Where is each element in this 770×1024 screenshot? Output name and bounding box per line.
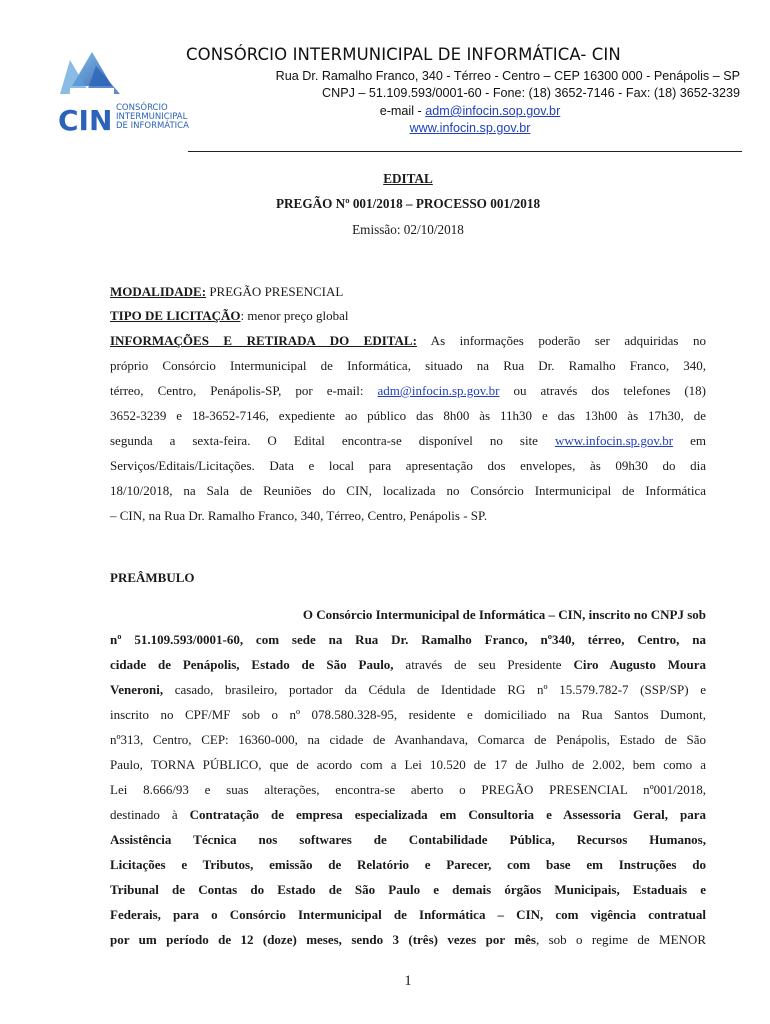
- preambulo-text: destinado à: [110, 807, 190, 822]
- info-line-1: [110, 333, 706, 349]
- info-email-link[interactable]: adm@infocin.sp.gov.br: [377, 383, 500, 398]
- logo-text-1: CONSÓRCIO: [116, 103, 168, 113]
- edital-heading: EDITAL: [383, 171, 433, 186]
- cin-logo: [56, 48, 189, 137]
- header-website-link[interactable]: www.infocin.sp.gov.br: [409, 121, 531, 135]
- modalidade-label: MODALIDADE:: [110, 284, 207, 299]
- info-text: ou através dos telefones (18): [499, 383, 706, 398]
- modalidade-line: [110, 284, 706, 300]
- info-line-4: 3652-3239 e 18-3652-7146, expediente ao público das 8h00 às 11h30 e das 13h00 às 17h30, de: [110, 408, 706, 423]
- header-address: Rua Dr. Ramalho Franco, 340 - Térreo - Centro – CEP 16300 000 - Penápolis – SP: [275, 69, 740, 83]
- tipo-label: TIPO DE LICITAÇÃO: [110, 308, 241, 323]
- preambulo-text: , sob o regime de MENOR: [535, 932, 706, 947]
- preambulo-bold: por um período de 12 (doze) meses, sendo 3 (três) vezes por mês: [110, 932, 536, 947]
- preambulo-line-2: nº 51.109.593/0001-60, com sede na Rua Dr. Ramalho Franco, nº340, térreo, Centro, na: [110, 632, 706, 647]
- preambulo-line-8: Lei 8.666/93 e suas alterações, encontra-se aberto o PREGÃO PRESENCIAL nº001/2018,: [110, 782, 706, 797]
- organization-title: CONSÓRCIO INTERMUNICIPAL DE INFORMÁTICA- CIN: [186, 45, 621, 64]
- preambulo-line-5: inscrito no CPF/MF sob o nº 078.580.328-95, residente e domiciliado na Rua Santos Dumont,: [110, 707, 706, 722]
- info-line-6: Serviços/Editais/Licitações. Data e local para apresentação dos envelopes, às 09h30 do dia: [110, 458, 706, 473]
- preambulo-line-14: [110, 932, 706, 948]
- logo-text-3: DE INFORMÁTICA: [116, 121, 189, 131]
- president-name: Ciro Augusto Moura: [573, 657, 707, 672]
- pregao-heading: PREGÃO Nº 001/2018 – PROCESSO 001/2018: [275, 196, 541, 211]
- tipo-value: : menor preço global: [240, 308, 349, 323]
- president-surname: Veneroni,: [110, 682, 164, 697]
- info-line-3: [110, 383, 706, 399]
- preambulo-bold: Contratação de empresa especializada em Consultoria e Assessoria Geral, para: [189, 807, 707, 822]
- tipo-line: [110, 308, 706, 324]
- info-text: em: [673, 433, 706, 448]
- page-number: 1: [404, 973, 412, 989]
- header-email-link[interactable]: adm@infocin.sop.gov.br: [425, 104, 561, 118]
- info-line-5: [110, 433, 706, 449]
- preambulo-bold: cidade de Penápolis, Estado de São Paulo,: [110, 657, 394, 672]
- preambulo-line-12: Tribunal de Contas do Estado de São Paulo e demais órgãos Municipais, Estaduais e: [110, 882, 706, 897]
- preambulo-line-9: [110, 807, 706, 823]
- preambulo-line-10: Assistência Técnica nos softwares de Contabilidade Pública, Recursos Humanos,: [110, 832, 706, 847]
- preambulo-line-3: [110, 657, 706, 673]
- logo-text-2: INTERMUNICIPAL: [116, 112, 188, 122]
- cin-logo-graphic: [56, 48, 189, 137]
- logo-letters: CIN: [58, 104, 113, 137]
- preambulo-line-1: O Consórcio Intermunicipal de Informática – CIN, inscrito no CNPJ sob: [302, 607, 706, 622]
- preambulo-line-6: nº313, Centro, CEP: 16360-000, na cidade de Avanhandava, Comarca de Penápolis, Estado de São: [110, 732, 706, 747]
- header-email-line: [200, 104, 740, 118]
- header-cnpj-phone: CNPJ – 51.109.593/0001-60 - Fone: (18) 3652-7146 - Fax: (18) 3652-3239: [322, 86, 740, 100]
- preambulo-line-7: Paulo, TORNA PÚBLICO, que de acordo com a Lei 10.520 de 17 de Julho de 2.002, bem como a: [110, 757, 706, 772]
- preambulo-heading: PREÂMBULO: [110, 570, 195, 585]
- emissao-date: Emissão: 02/10/2018: [352, 222, 464, 237]
- preambulo-text: casado, brasileiro, portador da Cédula de Identidade RG nº 15.579.782-7 (SSP/SP) e: [163, 682, 706, 697]
- preambulo-line-11: Licitações e Tributos, emissão de Relatório e Parecer, com base em Instruções do: [110, 857, 706, 872]
- preambulo-text: através de seu Presidente: [393, 657, 574, 672]
- header-divider: [188, 151, 742, 152]
- preambulo-line-4: [110, 682, 706, 698]
- info-line-8: – CIN, na Rua Dr. Ramalho Franco, 340, Térreo, Centro, Penápolis - SP.: [110, 508, 488, 523]
- preambulo-line-13: Federais, para o Consórcio Intermunicipal de Informática – CIN, com vigência contratual: [110, 907, 706, 922]
- info-text: As informações poderão ser adquiridas no: [416, 333, 706, 348]
- modalidade-value: PREGÃO PRESENCIAL: [206, 284, 344, 299]
- info-text: térreo, Centro, Penápolis-SP, por e-mail:: [110, 383, 378, 398]
- info-line-7: 18/10/2018, na Sala de Reuniões do CIN, localizada no Consórcio Intermunicipal de Informática: [110, 483, 706, 498]
- email-label: e-mail -: [379, 104, 426, 118]
- info-label: INFORMAÇÕES E RETIRADA DO EDITAL:: [110, 333, 417, 348]
- info-line-2: próprio Consórcio Intermunicipal de Informática, situado na Rua Dr. Ramalho Franco, 340,: [110, 358, 706, 373]
- info-website-link[interactable]: www.infocin.sp.gov.br: [554, 433, 674, 448]
- header-website-line: [200, 121, 740, 135]
- info-text: segunda a sexta-feira. O Edital encontra-se disponível no site: [110, 433, 555, 448]
